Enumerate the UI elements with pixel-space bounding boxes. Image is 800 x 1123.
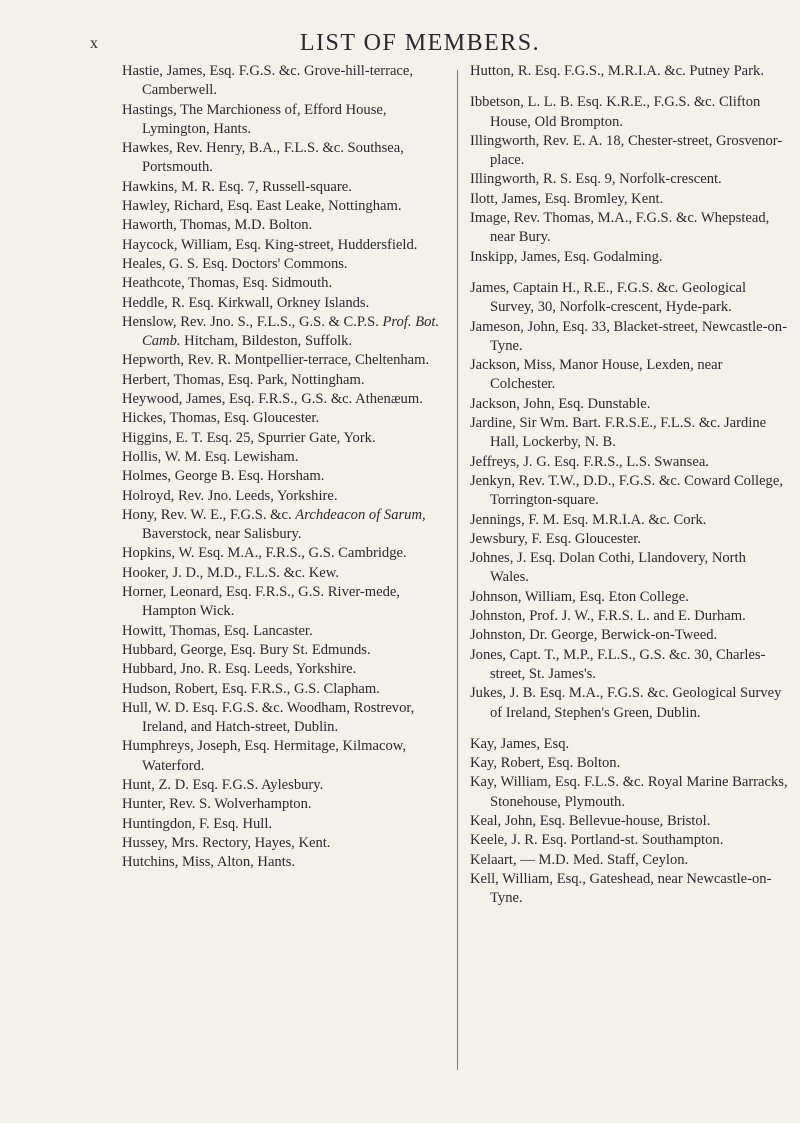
member-entry — [122, 641, 456, 660]
member-text: Higgins, E. T. Esq. 25, Spurrier Gate, York. — [122, 429, 376, 446]
member-text: Heales, G. S. Esq. Doctors' Commons. — [122, 255, 348, 272]
member-entry — [122, 351, 456, 370]
member-text: Hawkins, M. R. Esq. 7, Russell-square. — [122, 178, 352, 195]
member-entry — [470, 170, 788, 189]
member-entry — [470, 530, 788, 549]
member-entry — [470, 453, 788, 472]
member-entry — [470, 248, 788, 267]
member-text: Horner, Leonard, Esq. F.R.S., G.S. River-mede, Hampton Wick. — [122, 584, 401, 620]
member-entry — [470, 395, 788, 414]
member-entry — [122, 274, 456, 293]
member-entry — [122, 236, 456, 255]
member-entry — [470, 754, 788, 773]
member-entry — [470, 588, 788, 607]
member-text: Heddle, R. Esq. Kirkwall, Orkney Islands. — [122, 294, 370, 311]
member-text: Hooker, J. D., M.D., F.L.S. &c. Kew. — [122, 564, 340, 581]
member-text: Hussey, Mrs. Rectory, Hayes, Kent. — [122, 834, 331, 851]
section-gap — [470, 723, 788, 735]
member-text: Jardine, Sir Wm. Bart. F.R.S.E., F.L.S. &c. Jardine Hall, Lockerby, N. B. — [470, 415, 767, 451]
member-text: Jenkyn, Rev. T.W., D.D., F.G.S. &c. Coward College, Torrington-square. — [470, 472, 783, 509]
member-text: Hubbard, George, Esq. Bury St. Edmunds. — [122, 641, 371, 658]
member-text: Huntingdon, F. Esq. Hull. — [122, 815, 273, 832]
member-title-italic: Archdeacon of Sarum, — [295, 506, 426, 523]
member-entry — [122, 390, 456, 409]
member-text: Kay, William, Esq. F.L.S. &c. Royal Marine Barracks, Stonehouse, Plymouth. — [470, 774, 788, 810]
member-text: Kelaart, — M.D. Med. Staff, Ceylon. — [470, 851, 689, 868]
member-entry — [470, 773, 788, 812]
member-text: Holroyd, Rev. Jno. Leeds, Yorkshire. — [122, 487, 338, 504]
member-text: Keal, John, Esq. Bellevue-house, Bristol. — [470, 812, 711, 829]
member-text: Johnson, William, Esq. Eton College. — [470, 588, 689, 605]
member-text: Herbert, Thomas, Esq. Park, Nottingham. — [122, 371, 365, 388]
member-entry — [470, 318, 788, 357]
member-text: Howitt, Thomas, Esq. Lancaster. — [122, 622, 313, 639]
member-text: Hastie, James, Esq. F.G.S. &c. Grove-hill-terrace, Camberwell. — [122, 63, 414, 99]
member-text: Illingworth, R. S. Esq. 9, Norfolk-crescent. — [470, 171, 722, 188]
member-entry — [470, 812, 788, 831]
member-text: Illingworth, Rev. E. A. 18, Chester-street, Grosvenor-place. — [470, 132, 783, 169]
member-entry — [122, 680, 456, 699]
member-entry — [122, 101, 456, 140]
member-entry — [122, 622, 456, 641]
left-column — [122, 62, 456, 872]
member-text: Kay, James, Esq. — [470, 735, 570, 752]
member-text: Jukes, J. B. Esq. M.A., F.G.S. &c. Geological Survey of Ireland, Stephen's Green, Dublin. — [470, 685, 782, 721]
member-entry — [122, 429, 456, 448]
member-text: Johnes, J. Esq. Dolan Cothi, Llandovery, North Wales. — [470, 550, 746, 586]
section-gap — [470, 267, 788, 279]
member-entry — [470, 414, 788, 453]
member-text: Kell, William, Esq., Gateshead, near Newcastle-on-Tyne. — [470, 870, 772, 907]
member-entry — [122, 62, 456, 101]
member-entry — [470, 279, 788, 318]
page-number: x — [90, 35, 98, 52]
member-entry — [470, 870, 788, 909]
member-text: Hony, Rev. W. E., F.G.S. &c. — [122, 506, 292, 523]
member-entry — [122, 776, 456, 795]
member-entry — [122, 699, 456, 738]
member-entry — [122, 834, 456, 853]
member-text: Hunt, Z. D. Esq. F.G.S. Aylesbury. — [122, 776, 324, 793]
member-text: Kay, Robert, Esq. Bolton. — [470, 755, 621, 772]
member-entry — [470, 607, 788, 626]
member-entry — [122, 853, 456, 872]
member-text: Image, Rev. Thomas, M.A., F.G.S. &c. Whepstead, near Bury. — [470, 210, 770, 246]
member-text: Haworth, Thomas, M.D. Bolton. — [122, 217, 313, 234]
column-divider — [457, 70, 458, 1070]
member-entry — [122, 294, 456, 313]
member-text: Hubbard, Jno. R. Esq. Leeds, Yorkshire. — [122, 661, 357, 678]
page-header — [90, 30, 750, 58]
member-entry — [470, 646, 788, 685]
member-entry — [122, 564, 456, 583]
member-text: Hastings, The Marchioness of, Efford House, Lymington, Hants. — [122, 101, 387, 137]
member-entry — [122, 197, 456, 216]
member-entry — [470, 93, 788, 132]
member-entry — [122, 487, 456, 506]
member-text: Johnston, Dr. George, Berwick-on-Tweed. — [470, 627, 718, 644]
member-entry — [122, 583, 456, 622]
member-text: Johnston, Prof. J. W., F.R.S. L. and E. Durham. — [470, 608, 746, 625]
member-text: Jewsbury, F. Esq. Gloucester. — [470, 530, 641, 547]
member-entry — [470, 62, 788, 81]
member-entry — [122, 448, 456, 467]
running-title: LIST OF MEMBERS. — [299, 30, 541, 56]
member-text: Hopkins, W. Esq. M.A., F.R.S., G.S. Cambridge. — [122, 545, 407, 562]
member-text: Hudson, Robert, Esq. F.R.S., G.S. Clapham. — [122, 680, 380, 697]
member-entry — [122, 371, 456, 390]
member-address: Hitcham, Bildeston, Suffolk. — [180, 333, 353, 350]
member-address: Baverstock, near Salisbury. — [142, 526, 302, 543]
member-text: Humphreys, Joseph, Esq. Hermitage, Kilmacow, Waterford. — [122, 738, 406, 774]
member-text: Hutton, R. Esq. F.G.S., M.R.I.A. &c. Putney Park. — [470, 63, 764, 79]
member-entry — [122, 313, 456, 352]
member-text: Hawkes, Rev. Henry, B.A., F.L.S. &c. Southsea, Portsmouth. — [122, 140, 404, 176]
member-entry — [122, 255, 456, 274]
member-entry — [122, 660, 456, 679]
member-text: Hickes, Thomas, Esq. Gloucester. — [122, 410, 320, 427]
member-text: Inskipp, James, Esq. Godalming. — [470, 248, 663, 265]
member-entry — [470, 356, 788, 395]
member-entry — [470, 735, 788, 754]
section-gap — [470, 81, 788, 93]
member-entry — [470, 190, 788, 209]
member-entry — [470, 472, 788, 511]
member-entry — [470, 684, 788, 723]
member-entry — [122, 467, 456, 486]
member-entry — [122, 409, 456, 428]
member-text: Jackson, John, Esq. Dunstable. — [470, 395, 651, 412]
member-text: Henslow, Rev. Jno. S., F.L.S., G.S. & C.P.S. — [122, 313, 379, 330]
member-text: Hollis, W. M. Esq. Lewisham. — [122, 448, 299, 465]
member-entry — [470, 831, 788, 850]
member-text: James, Captain H., R.E., F.G.S. &c. Geological Survey, 30, Norfolk-crescent, Hyde-park. — [470, 279, 747, 316]
member-text: Heathcote, Thomas, Esq. Sidmouth. — [122, 275, 333, 292]
member-text: Jeffreys, J. G. Esq. F.R.S., L.S. Swansea. — [470, 453, 709, 470]
member-entry — [122, 795, 456, 814]
member-text: Jennings, F. M. Esq. M.R.I.A. &c. Cork. — [470, 511, 707, 528]
member-text: Ilott, James, Esq. Bromley, Kent. — [470, 190, 664, 207]
member-entry — [122, 178, 456, 197]
member-entry — [122, 139, 456, 178]
member-text: Haycock, William, Esq. King-street, Huddersfield. — [122, 236, 418, 253]
member-text: Hepworth, Rev. R. Montpellier-terrace, Cheltenham. — [122, 352, 430, 369]
member-text: Keele, J. R. Esq. Portland-st. Southampton. — [470, 832, 724, 849]
member-text: Hunter, Rev. S. Wolverhampton. — [122, 796, 312, 813]
member-text: Jackson, Miss, Manor House, Lexden, near Colchester. — [470, 357, 723, 393]
member-entry — [122, 506, 456, 545]
member-text: Jameson, John, Esq. 33, Blacket-street, Newcastle-on-Tyne. — [470, 318, 787, 354]
member-entry — [470, 209, 788, 248]
member-entry — [470, 626, 788, 645]
member-entry — [122, 815, 456, 834]
member-title-italic: Prof. Bot. Camb. — [142, 313, 440, 350]
member-entry — [122, 544, 456, 563]
member-entry — [470, 549, 788, 588]
member-text: Hutchins, Miss, Alton, Hants. — [122, 854, 296, 871]
member-text: Hull, W. D. Esq. F.G.S. &c. Woodham, Rostrevor, Ireland, and Hatch-street, Dublin. — [122, 699, 415, 736]
right-column — [470, 62, 788, 908]
member-text: Hawley, Richard, Esq. East Leake, Nottingham. — [122, 198, 402, 215]
member-entry — [122, 737, 456, 776]
member-entry — [470, 132, 788, 171]
member-text: Holmes, George B. Esq. Horsham. — [122, 468, 325, 485]
member-entry — [470, 851, 788, 870]
member-entry — [122, 216, 456, 235]
member-entry — [470, 511, 788, 530]
member-text: Ibbetson, L. L. B. Esq. K.R.E., F.G.S. &c. Clifton House, Old Brompton. — [470, 94, 761, 130]
member-text: Heywood, James, Esq. F.R.S., G.S. &c. Athenæum. — [122, 391, 423, 408]
member-text: Jones, Capt. T., M.P., F.L.S., G.S. &c. 30, Charles-street, St. James's. — [470, 646, 766, 682]
